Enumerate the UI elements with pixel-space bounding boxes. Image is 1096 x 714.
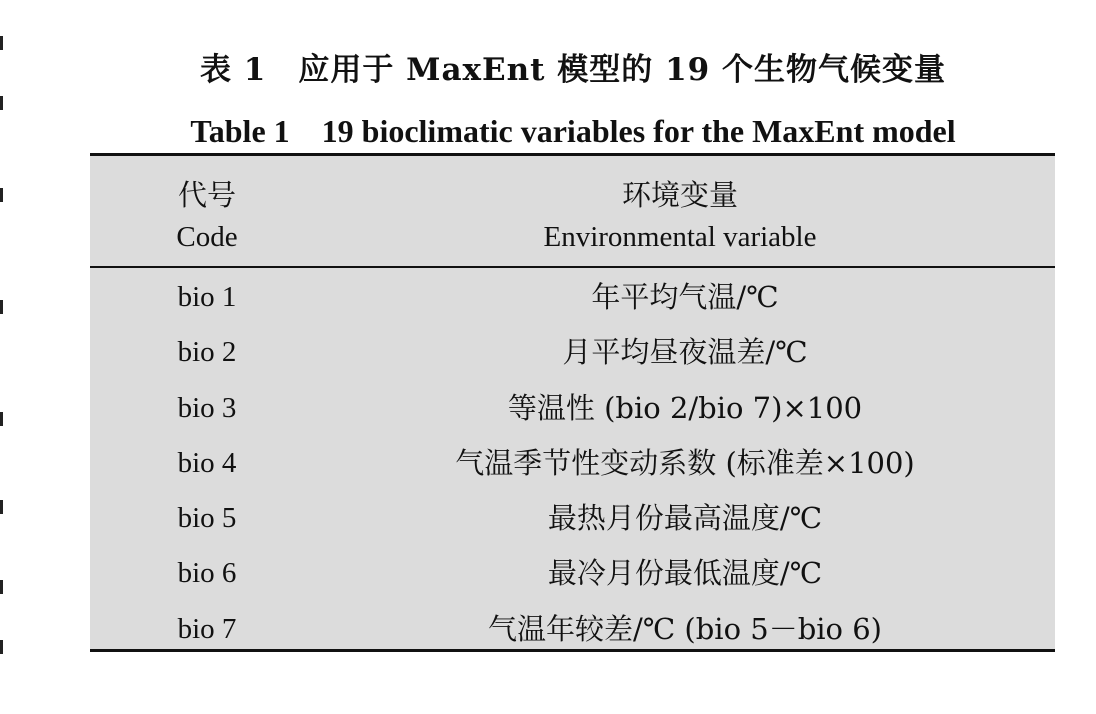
variable-cell: 气温年较差/℃ (bio 5－bio 6) (488, 611, 882, 646)
variable-cell: 最冷月份最低温度/℃ (547, 556, 823, 591)
table-row (90, 602, 1055, 657)
edge-mark (0, 640, 3, 654)
header-variable-cn: 环境变量 (621, 178, 738, 212)
header-variable-en: Environmental variable (543, 221, 817, 253)
variables-table (90, 153, 1055, 652)
table-row (90, 381, 1055, 436)
table-row (90, 491, 1055, 546)
table-header (90, 156, 1055, 268)
variable-cell: 等温性 (bio 2/bio 7)×100 (507, 390, 863, 425)
code-cell: bio 2 (177, 336, 237, 369)
code-cell: bio 5 (177, 502, 237, 535)
code-cell: bio 4 (177, 446, 237, 479)
code-cell: bio 6 (177, 557, 237, 590)
table-row (90, 436, 1055, 491)
table-title-cn: 表 1 应用于 MaxEnt 模型的 19 个生物气候变量 (199, 52, 947, 88)
variable-cell: 月平均昼夜温差/℃ (562, 335, 808, 370)
edge-mark (0, 412, 3, 426)
table-title-en: Table 1 19 bioclimatic variables for the MaxEnt model (190, 113, 956, 149)
table-row (90, 546, 1055, 601)
table-body (90, 270, 1055, 657)
table-row (90, 325, 1055, 380)
header-code-cn: 代号 (177, 178, 236, 212)
edge-mark (0, 188, 3, 202)
variable-cell: 气温季节性变动系数 (标准差×100) (455, 445, 915, 480)
table-row (90, 270, 1055, 325)
header-code-en: Code (176, 221, 238, 253)
header-code (152, 174, 262, 258)
code-cell: bio 3 (177, 391, 237, 424)
code-cell: bio 7 (177, 612, 237, 645)
header-variable (470, 174, 890, 258)
variable-cell: 年平均气温/℃ (591, 280, 779, 314)
edge-mark (0, 500, 3, 514)
variable-cell: 最热月份最高温度/℃ (547, 501, 823, 536)
edge-mark (0, 580, 3, 594)
edge-mark (0, 300, 3, 314)
code-cell: bio 1 (177, 281, 237, 313)
